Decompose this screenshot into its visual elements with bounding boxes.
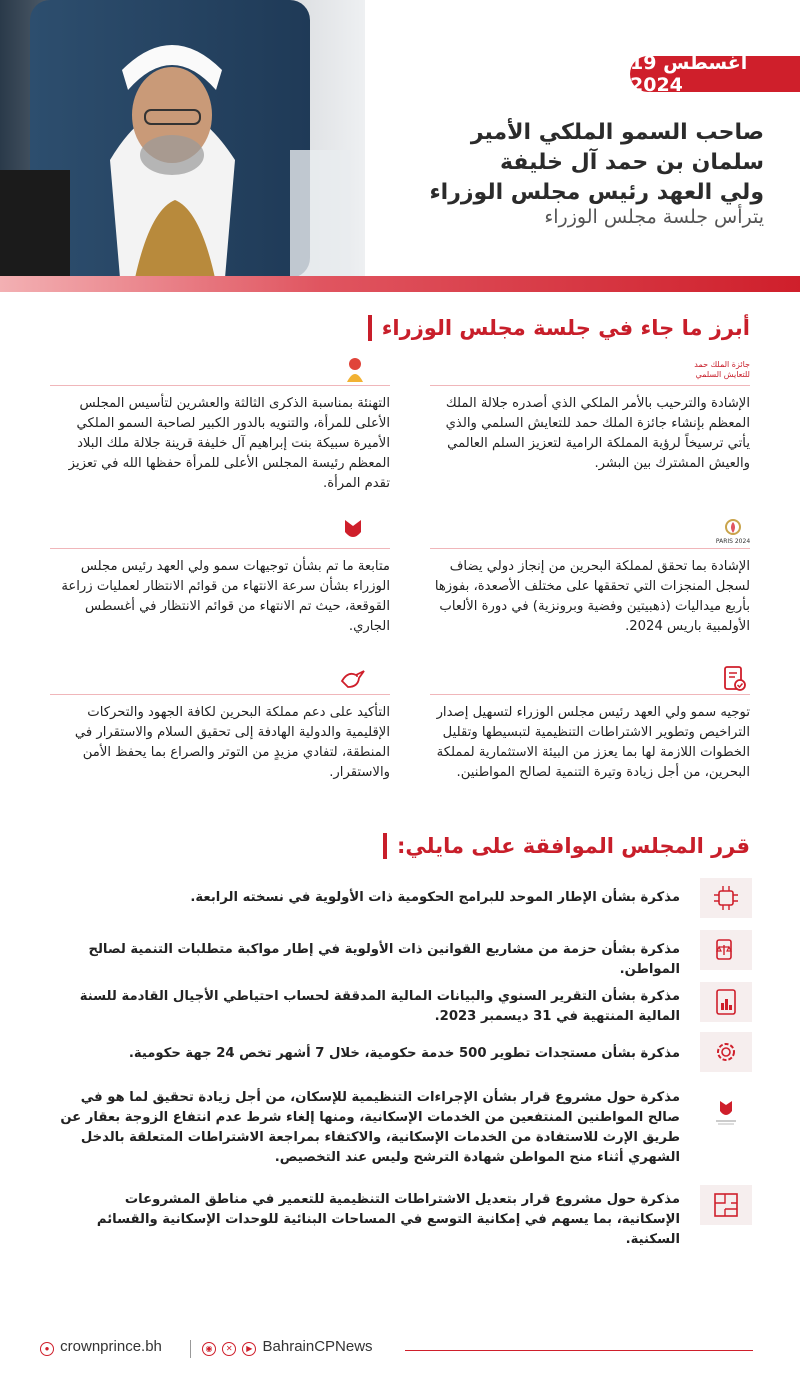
section-1-heading-text: أبرز ما جاء في جلسة مجلس الوزراء [381,316,750,340]
card-divider [430,548,750,549]
card-1-text: الإشادة والترحيب بالأمر الملكي الذي أصدره جلالة الملك المعظم بإنشاء جائزة الملك حمد للتعايش السلمي والذي يأتي ترسيخاً لرؤية المملكة الرامية لتعزيز السلم العالمي والعيش المشترك بين البشر. [445,396,750,471]
footer-separator [190,1340,191,1358]
ministry-emblem-icon [338,516,368,546]
list-item-4: مذكرة بشأن مستجدات تطوير 500 خدمة حكومية، خلال 7 أشهر تخص 24 جهة حكومية. [128,1046,680,1061]
card-1 [430,355,750,474]
date-badge: 19 أغسطس 2024 [630,56,800,92]
subtitle: يترأس جلسة مجلس الوزراء [544,206,764,228]
list-item-1: مذكرة بشأن الإطار الموحد للبرامج الحكومية ذات الأولوية في نسخته الرابعة. [190,890,680,905]
heading-bar [383,833,387,859]
header-divider [0,276,800,292]
card-divider [50,694,390,695]
title-line-2: سلمان بن حمد آل خليفة [499,150,764,175]
card-4-text: متابعة ما تم بشأن توجيهات سمو ولي العهد رئيس مجلس الوزراء بشأن سرعة الانتهاء من قوائم الانتظار لعمليات زراعة القوقعة، حيث تم الانتهاء من قوائم الانتظار في أغسطس الجاري. [61,559,390,634]
blueprint-icon [700,1185,752,1225]
card-divider [50,385,390,386]
housing-ministry-icon [700,1092,752,1132]
list-item-3: مذكرة بشأن التقرير السنوي والبيانات المالية المدققة لحساب احتياطي الأجيال القادمة للسنة المالية المنتهية في 31 ديسمبر 2023. [79,989,680,1024]
social-handle-text: BahrainCPNews [262,1338,373,1355]
card-5-text: توجيه سمو ولي العهد رئيس مجلس الوزراء لتسهيل إصدار التراخيص وتطوير الاشتراطات التنظيمية لتبسيطها وتقليل الخطوات اللازمة لها بما يعزز من البيئة الاستثمارية لمملكة البحرين، من أجل زيادة وتيرة التنمية لصالح المواطنين. [436,705,750,780]
section-2-heading [383,833,750,859]
globe-icon: ● [40,1342,54,1356]
card-divider [430,385,750,386]
crown-prince-photo [0,0,365,278]
list-item-6: مذكرة حول مشروع قرار بتعديل الاشتراطات التنظيمية للتعمير في مناطق المشروعات الإسكانية، بما يسهم في إمكانية التوسع في المساحات البنائية للوحدات الإسكانية والقسائم السكنية. [96,1192,680,1247]
title-line-3: ولي العهد رئيس مجلس الوزراء [429,180,764,205]
card-3 [430,514,750,637]
header [0,0,800,282]
website-link[interactable] [40,1338,162,1356]
paris-2024-icon [716,516,750,546]
card-3-text: الإشادة بما تحقق لمملكة البحرين من إنجاز دولي يضاف لسجل المنجزات التي تحققها على مختلف الأصعدة، بفوزها بأربع ميداليات (ذهبيتين وفضية وبرونزية) في دورة الألعاب الأولمبية باريس 2024. [434,559,750,634]
card-divider [50,548,390,549]
card-2-text: التهنئة بمناسبة الذكرى الثالثة والعشرين لتأسيس المجلس الأعلى للمرأة، والتنويه بالدور الكبير لصاحبة السمو الملكي الأميرة سبيكة بنت إبراهيم آل خليفة قرينة جلالة ملك البلاد المعظم رئيسة المجلس الأعلى للمرأة حفظها الله في تعزيز تقدم المرأة. [68,396,390,491]
card-6-text: التأكيد على دعم مملكة البحرين لكافة الجهود والتحركات الإقليمية والدولية الهادفة إلى تحقيق السلام والاستقرار في المنطقة، لتفادي مزيدٍ من التوتر والصراع بما يحفظ الأمن والاستقرار. [74,705,390,780]
card-4 [50,514,390,637]
card-divider [430,694,750,695]
x-icon: ✕ [222,1342,236,1356]
youtube-icon: ▶ [242,1342,256,1356]
card-2 [50,355,390,494]
section-2-heading-text: قرر المجلس الموافقة على مايلي: [397,834,750,858]
law-scale-icon [700,930,752,970]
title-line-1: صاحب السمو الملكي الأمير [470,120,764,145]
list-item-5: مذكرة حول مشروع قرار بشأن الإجراءات التنظيمية للإسكان، من أجل زيادة تحقيق لما هو في صالح المواطنين المنتفعين من الخدمات الإسكانية، ومنها إلغاء شرط عدم انتفاع الزوجة بعقار عن طريق الإرث للاستفادة من الخدمات الإسكانية، والاكتفاء بمراجعة الاشتراطات المتعلقة بالدخل الشهري أثناء منح المواطن شهادة الترشح وليس عند التخصيص. [60,1090,680,1165]
card-5 [430,664,750,783]
women-council-icon [340,355,370,385]
report-chart-icon [700,982,752,1022]
heading-bar [368,315,372,341]
king-hamad-award-icon: جائزة الملك حمد للتعايش السلمي [694,360,750,379]
gear-service-icon [700,1032,752,1072]
document-check-icon [720,664,750,694]
instagram-icon: ◉ [202,1342,216,1356]
footer-line [405,1350,753,1351]
website-text: crownprince.bh [60,1338,162,1355]
card-6 [50,664,390,783]
peace-dove-icon [338,664,368,694]
paris-2024-label: PARIS 2024 [715,537,751,545]
social-handle[interactable] [202,1338,373,1356]
list-item-2: مذكرة بشأن حزمة من مشاريع القوانين ذات الأولوية في إطار مواكبة متطلبات التنمية لصالح المواطن. [88,942,680,977]
section-1-heading [368,315,750,341]
circuit-icon [700,878,752,918]
